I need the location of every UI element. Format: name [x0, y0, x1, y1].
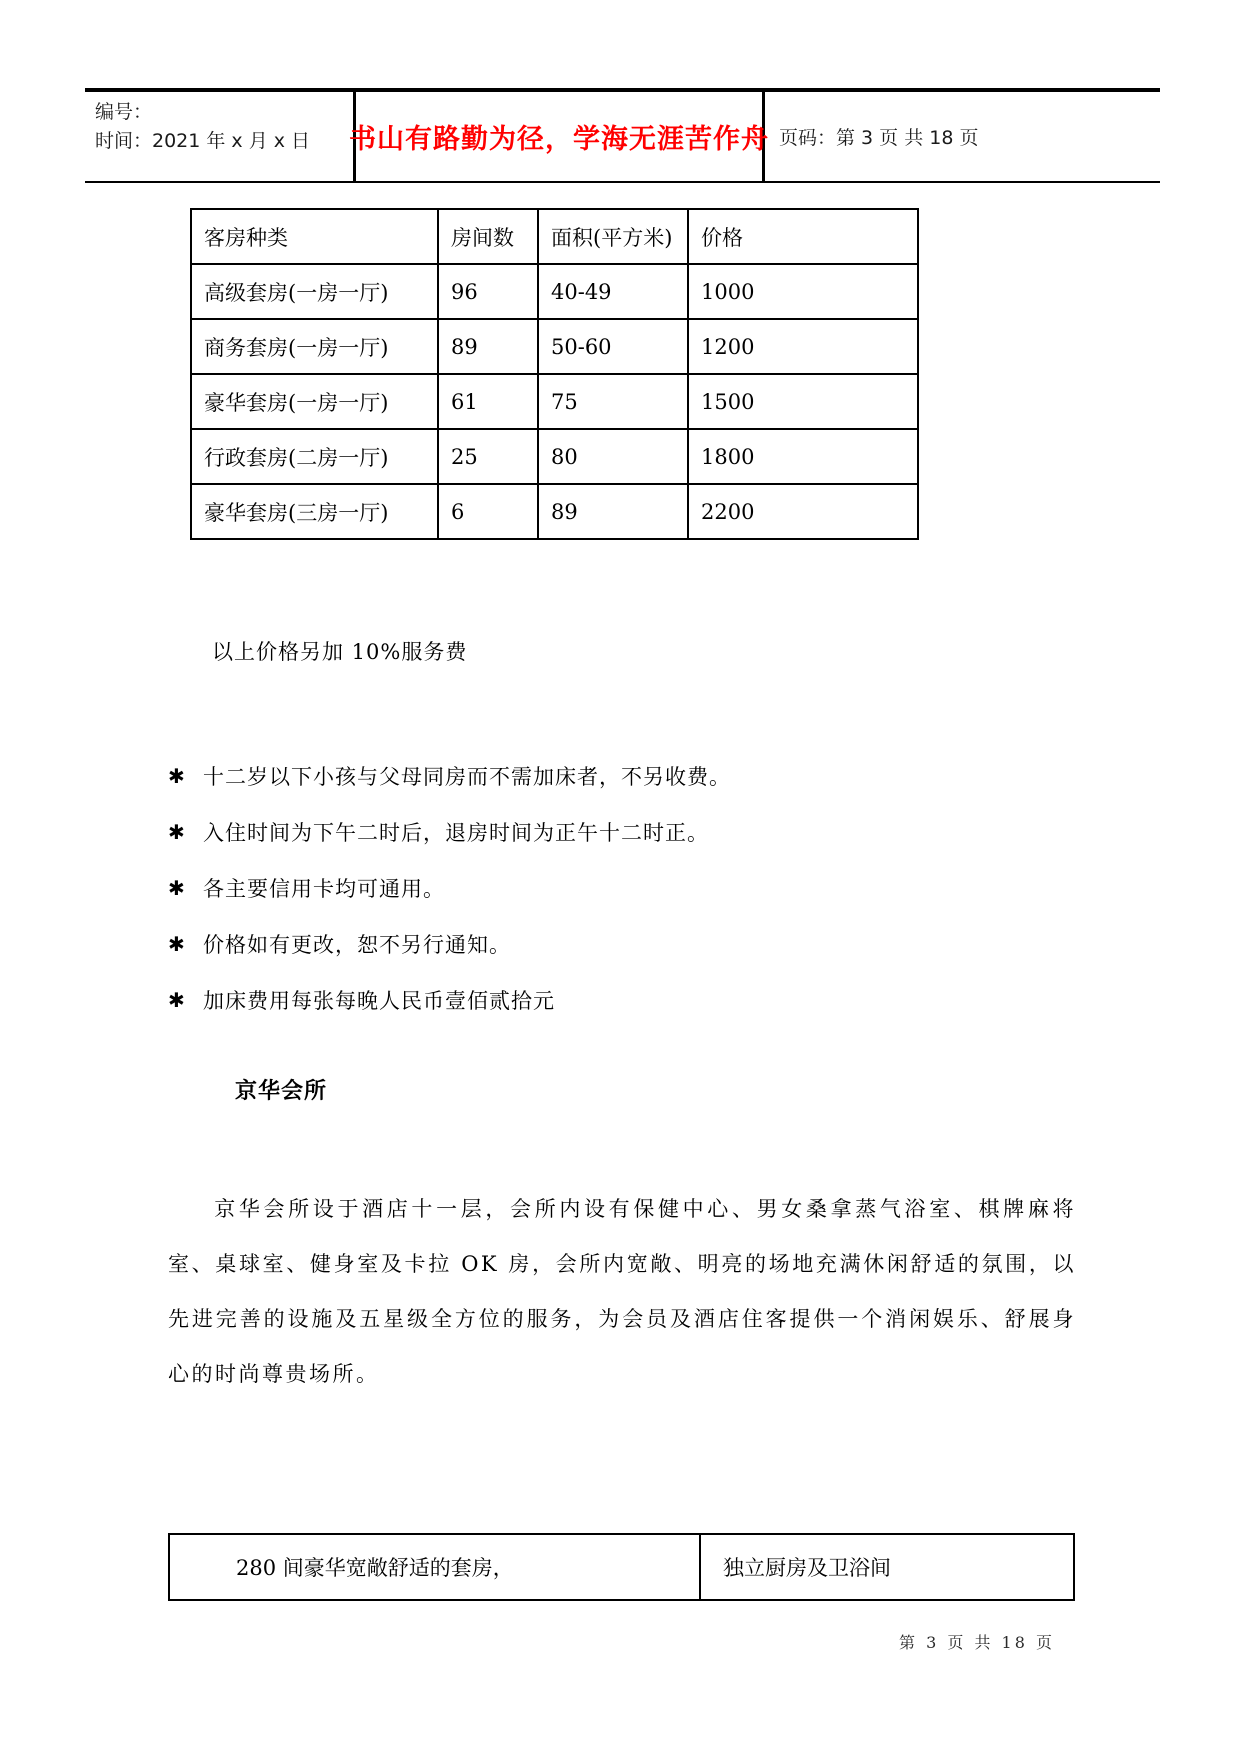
- cell-price: 1500: [688, 374, 918, 429]
- cell-area: 75: [538, 374, 688, 429]
- cell-price: 1200: [688, 319, 918, 374]
- cell-room-type: 商务套房(一房一厅): [191, 319, 438, 374]
- note-text: 价格如有更改，恕不另行通知。: [203, 933, 511, 957]
- cell-room-type: 豪华套房(三房一厅): [191, 484, 438, 539]
- policy-notes-list: [168, 748, 1008, 1028]
- asterisk-bullet-icon: ✱: [168, 988, 186, 1012]
- cell-suite-count: 280 间豪华宽敞舒适的套房，: [169, 1534, 700, 1600]
- suite-feature-table: [168, 1533, 1075, 1601]
- document-number-label: 编号：: [95, 101, 153, 123]
- note-text: 各主要信用卡均可通用。: [203, 877, 445, 901]
- table-row: [169, 1534, 1074, 1600]
- room-pricing-table: [190, 208, 919, 540]
- list-item: [168, 916, 1008, 972]
- cell-room-type: 高级套房(一房一厅): [191, 264, 438, 319]
- cell-area: 40-49: [538, 264, 688, 319]
- note-text: 入住时间为下午二时后，退房时间为正午十二时正。: [203, 821, 709, 845]
- table-row: [191, 264, 918, 319]
- cell-price: 2200: [688, 484, 918, 539]
- cell-area: 89: [538, 484, 688, 539]
- header-page-number: 页码：第 3 页 共 18 页: [779, 127, 979, 149]
- cell-room-count: 61: [438, 374, 538, 429]
- footer-page-number: 第 3 页 共 18 页: [899, 1633, 1055, 1652]
- note-text: 十二岁以下小孩与父母同房而不需加床者，不另收费。: [203, 765, 731, 789]
- header-meta-cell: [85, 92, 353, 181]
- cell-room-count: 96: [438, 264, 538, 319]
- asterisk-bullet-icon: ✱: [168, 764, 186, 788]
- service-charge-note: 以上价格另加 10%服务费: [212, 640, 468, 664]
- table-row: [191, 374, 918, 429]
- table-row: [191, 484, 918, 539]
- cell-area: 80: [538, 429, 688, 484]
- column-header-room-type: 客房种类: [191, 209, 438, 264]
- asterisk-bullet-icon: ✱: [168, 876, 186, 900]
- header-motto: 书山有路勤为径，学海无涯苦作舟: [353, 92, 765, 181]
- list-item: [168, 804, 1008, 860]
- list-item: [168, 860, 1008, 916]
- column-header-area: 面积(平方米): [538, 209, 688, 264]
- table-row: [191, 319, 918, 374]
- cell-room-count: 25: [438, 429, 538, 484]
- cell-price: 1800: [688, 429, 918, 484]
- club-description-paragraph: 京华会所设于酒店十一层，会所内设有保健中心、男女桑拿蒸气浴室、棋牌麻将室、桌球室、健身室及卡拉 OK 房，会所内宽敞、明亮的场地充满休闲舒适的氛围，以先进完善的设施及五星级全方位的服务，为会员及酒店住客提供一个消闲娱乐、舒展身心的时尚尊贵场所。: [168, 1197, 1076, 1386]
- list-item: [168, 748, 1008, 804]
- section-heading-club: 京华会所: [235, 1078, 328, 1104]
- asterisk-bullet-icon: ✱: [168, 820, 186, 844]
- note-text: 加床费用每张每晚人民币壹佰贰拾元: [203, 989, 555, 1013]
- cell-room-count: 6: [438, 484, 538, 539]
- cell-room-type: 豪华套房(一房一厅): [191, 374, 438, 429]
- list-item: [168, 972, 1008, 1028]
- table-header-row: [191, 209, 918, 264]
- column-header-price: 价格: [688, 209, 918, 264]
- cell-area: 50-60: [538, 319, 688, 374]
- asterisk-bullet-icon: ✱: [168, 932, 186, 956]
- cell-room-type: 行政套房(二房一厅): [191, 429, 438, 484]
- header-table: [85, 88, 1160, 183]
- cell-suite-feature: 独立厨房及卫浴间: [700, 1534, 1074, 1600]
- cell-price: 1000: [688, 264, 918, 319]
- cell-room-count: 89: [438, 319, 538, 374]
- document-time-label: 时间：2021 年 x 月 x 日: [95, 130, 311, 152]
- column-header-room-count: 房间数: [438, 209, 538, 264]
- table-row: [191, 429, 918, 484]
